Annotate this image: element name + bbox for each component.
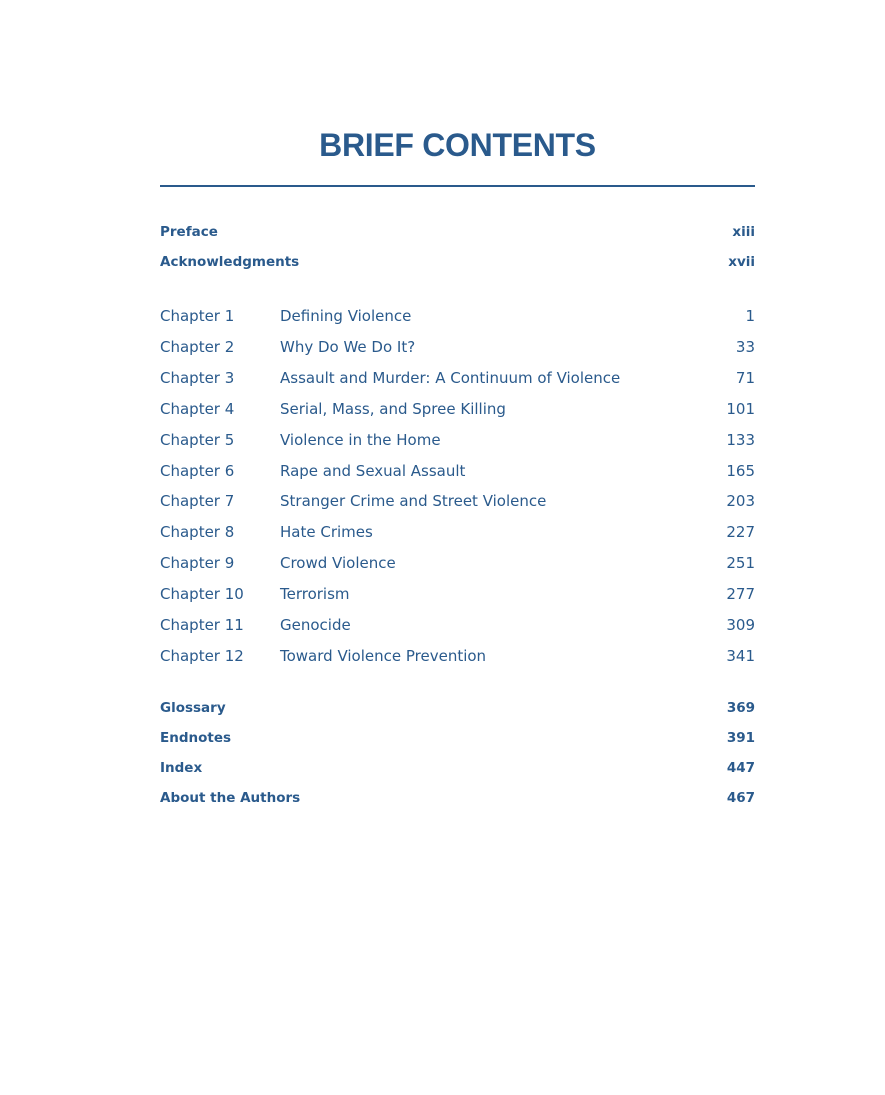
entry-page-number: 133 (726, 431, 755, 449)
chapter-title: Defining Violence (280, 307, 412, 325)
title-divider (160, 185, 755, 187)
toc-page (160, 0, 755, 1095)
toc-entry-endnotes[interactable] (160, 727, 755, 749)
chapter-number: Chapter 2 (160, 338, 235, 356)
chapter-number: Chapter 10 (160, 585, 244, 603)
entry-label: Glossary (160, 700, 226, 716)
chapter-title: Terrorism (280, 585, 350, 603)
toc-entry-chapter-9[interactable] (160, 552, 755, 574)
chapter-number: Chapter 7 (160, 492, 235, 510)
entry-page-number: 101 (726, 400, 755, 418)
toc-entry-chapter-2[interactable] (160, 336, 755, 358)
toc-entry-preface[interactable] (160, 221, 755, 243)
chapter-title: Assault and Murder: A Continuum of Violence (280, 369, 621, 387)
entry-page-number: 391 (726, 730, 755, 746)
entry-page-number: xiii (732, 224, 755, 240)
entry-page-number: 341 (726, 647, 755, 665)
chapter-title: Why Do We Do It? (280, 338, 416, 356)
entry-page-number: 447 (726, 760, 755, 776)
toc-entry-chapter-8[interactable] (160, 521, 755, 543)
toc-entry-glossary[interactable] (160, 697, 755, 719)
entry-page-number: 1 (745, 307, 755, 325)
chapter-title: Serial, Mass, and Spree Killing (280, 400, 506, 418)
chapter-title: Stranger Crime and Street Violence (280, 492, 547, 510)
entry-page-number: xvii (728, 254, 755, 270)
toc-entry-index[interactable] (160, 757, 755, 779)
entry-label: About the Authors (160, 790, 301, 806)
chapter-title: Genocide (280, 616, 351, 634)
entry-label: Index (160, 760, 203, 776)
toc-entry-acknowledgments[interactable] (160, 251, 755, 273)
chapter-number: Chapter 1 (160, 307, 235, 325)
entry-label: Endnotes (160, 730, 232, 746)
entry-page-number: 71 (735, 369, 755, 387)
chapter-title: Toward Violence Prevention (280, 647, 487, 665)
chapter-number: Chapter 6 (160, 462, 235, 480)
toc-entry-chapter-7[interactable] (160, 490, 755, 512)
toc-entry-chapter-12[interactable] (160, 645, 755, 667)
entry-page-number: 467 (726, 790, 755, 806)
chapter-number: Chapter 5 (160, 431, 235, 449)
chapter-number: Chapter 3 (160, 369, 235, 387)
entry-page-number: 277 (726, 585, 755, 603)
toc-entry-chapter-6[interactable] (160, 460, 755, 482)
chapter-number: Chapter 9 (160, 554, 235, 572)
entry-label: Acknowledgments (160, 254, 300, 270)
chapter-title: Violence in the Home (280, 431, 441, 449)
chapter-title: Rape and Sexual Assault (280, 462, 466, 480)
toc-entry-about-the-authors[interactable] (160, 787, 755, 809)
toc-entry-chapter-10[interactable] (160, 583, 755, 605)
entry-page-number: 369 (726, 700, 755, 716)
page-title: BRIEF CONTENTS (319, 127, 596, 163)
chapter-number: Chapter 4 (160, 400, 235, 418)
chapter-title: Hate Crimes (280, 523, 373, 541)
chapter-number: Chapter 8 (160, 523, 235, 541)
toc-entry-chapter-4[interactable] (160, 398, 755, 420)
toc-entry-chapter-1[interactable] (160, 305, 755, 327)
chapter-title: Crowd Violence (280, 554, 396, 572)
entry-page-number: 165 (726, 462, 755, 480)
toc-entry-chapter-3[interactable] (160, 367, 755, 389)
chapter-number: Chapter 11 (160, 616, 244, 634)
entry-page-number: 251 (726, 554, 755, 572)
entry-page-number: 309 (726, 616, 755, 634)
entry-page-number: 33 (735, 338, 755, 356)
toc-entry-chapter-5[interactable] (160, 429, 755, 451)
entry-label: Preface (160, 224, 218, 240)
chapter-number: Chapter 12 (160, 647, 244, 665)
entry-page-number: 203 (726, 492, 755, 510)
entry-page-number: 227 (726, 523, 755, 541)
toc-entry-chapter-11[interactable] (160, 614, 755, 636)
